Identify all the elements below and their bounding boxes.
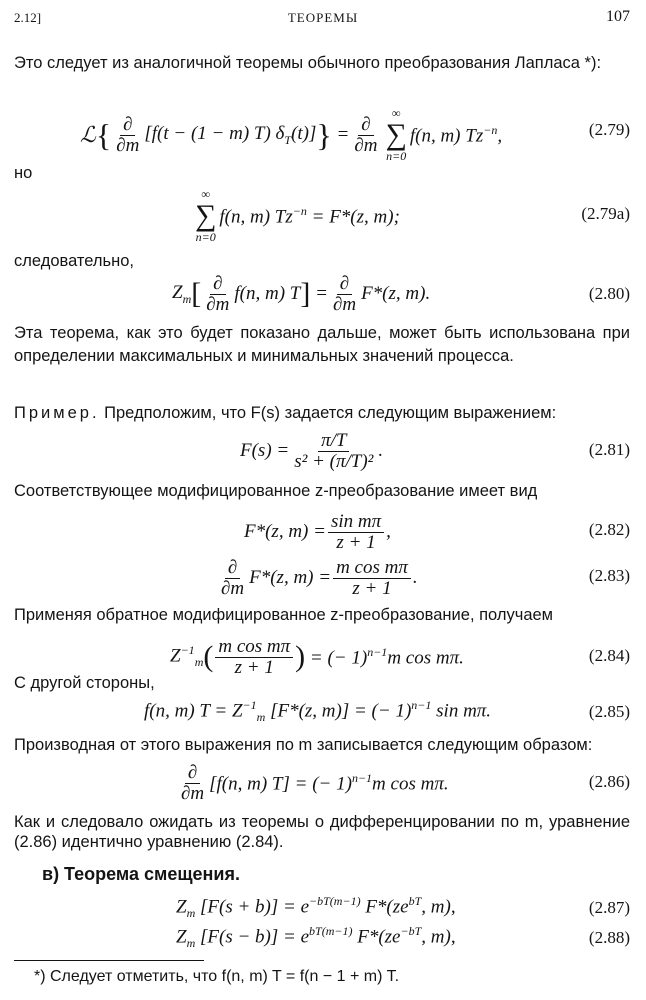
running-header [14,8,632,28]
footnote: *) Следует отметить, что f(n, m) T = f(n − 1 + m) T. [34,968,400,985]
equation-2-80: $Z_m$ [ $\frac{\partial}{\partial m}$ f(n, m) T ] = $\frac{\partial}{\partial m}$ F*(z, m). [172,272,431,315]
header-title: ТЕОРЕМЫ [287,10,359,25]
paragraph-7: Применяя обратное модифицированное z-преобразование, получаем [14,606,554,624]
paragraph-2: но [14,164,33,182]
eq-number-2-88: (2.88) [588,928,630,947]
page-number: 107 [606,8,630,25]
eq-number-2-87: (2.87) [588,898,630,917]
equation-2-79: ℒ { $\frac{\partial}{\partial m}$ [f(t − (1 − m) T) $\delta_T(t)$] } = $\frac{\partial}{\partial m}$ ∞ ∑ n=0 f(n, m) $Tz^{-n}$, [80,106,503,163]
paragraph-6: Соответствующее модифицированное z-преобразование имеет вид [14,482,538,500]
eq-number-2-80: (2.80) [588,284,630,303]
example-text: Предположим, что F(s) задается следующим выражением: [104,404,557,422]
paragraph-4: Эта теорема, как это будет показано дальше, может быть использована при определении максимальных и минимальных значений процесса. [14,324,630,365]
footnote-rule [14,960,204,961]
equation-2-84: $Z^{-1}_m$ ( $\frac{\text{m cos mπ}}{z + 1}$ ) = (− 1)$^{n-1}$m cos mπ. [170,635,464,678]
equation-2-86: $\frac{\partial}{\partial m}$ [f(n, m) T] = (− 1)$^{n-1}$m cos mπ. [181,761,449,804]
equation-2-81: F(s) = $\frac{\pi/T}{\text{s² + (π/T)²}}$ . [240,429,384,472]
paragraph-8: С другой стороны, [14,674,155,692]
paragraph-9: Производная от этого выражения по m записывается следующим образом: [14,736,593,754]
paragraph-10: Как и следовало ожидать из теоремы о дифференцировании по m, уравнение (2.86) идентично уравнению (2.84). [14,813,630,851]
equation-2-82: F*(z, m) = $\frac{\text{sin mπ}}{z + 1}$ , [244,510,391,553]
section-heading: в) Теорема смещения. [42,864,240,884]
equation-2-87: $Z_m$ $[F(s + b)] = e^{-bT(m-1)}$ $F*(ze^{bT}$, m), [176,894,456,921]
eq-number-2-82: (2.82) [588,520,630,539]
header-section: 2.12] [14,10,42,25]
paragraph-3: следовательно, [14,252,134,270]
equation-2-83: $\frac{\partial}{\partial m}$ F*(z, m) = $\frac{\text{m cos mπ}}{z + 1}$ . [221,556,418,599]
eq-number-2-79a: (2.79a) [581,204,630,223]
paragraph-1: Это следует из аналогичной теоремы обычного преобразования Лапласа *): [14,54,602,72]
equation-2-85: f(n, m) $T = Z^{-1}_m$ [F*(z, m)] = (− 1)$^{n-1}$ sin mπ. [144,698,492,725]
eq-number-2-79: (2.79) [588,120,630,139]
eq-number-2-86: (2.86) [588,772,630,791]
eq-number-2-83: (2.83) [588,566,630,585]
eq-number-2-81: (2.81) [588,440,630,459]
equation-2-79a: ∞ ∑ n=0 f(n, m) $Tz^{-n} = F*(z$, m); [195,187,400,244]
eq-number-2-84: (2.84) [588,646,630,665]
eq-number-2-85: (2.85) [588,702,630,721]
example-label: Пример. [14,404,100,422]
paragraph-5 [14,402,630,425]
equation-2-88: $Z_m$ $[F(s - b)] = e^{bT(m-1)}$ $F*(ze^{-bT}$, m), [176,924,456,951]
